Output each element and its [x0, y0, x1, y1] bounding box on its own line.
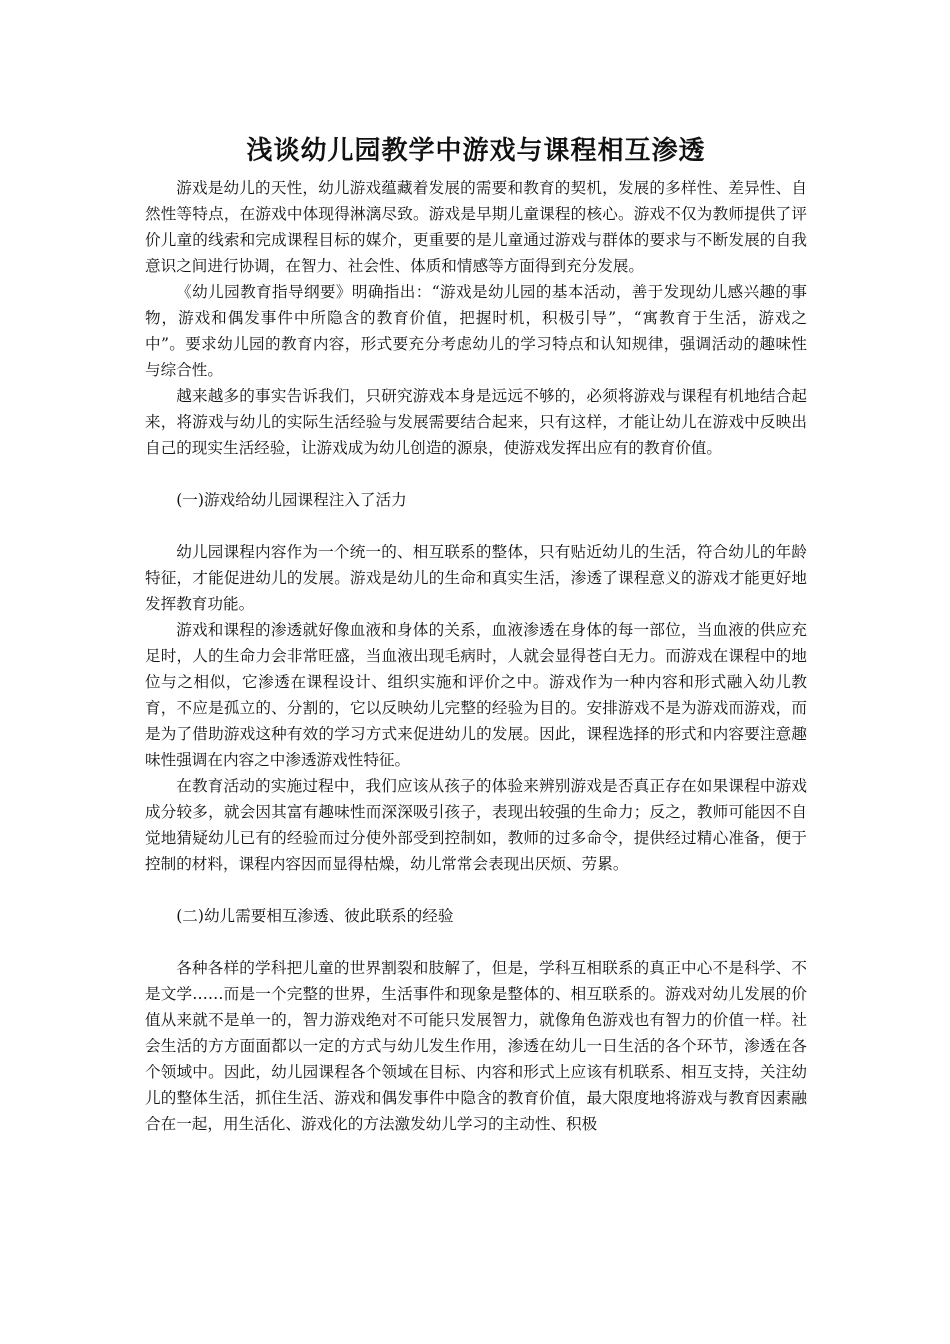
section-1-paragraph-3: 在教育活动的实施过程中，我们应该从孩子的体验来辨别游戏是否真正存在如果课程中游戏成分较多，就会因其富有趣味性而深深吸引孩子，表现出较强的生命力；反之，教师可能因不自觉地猜疑幼儿已有的经验而过分使外部受到控制如，教师的过多命令，提供经过精心准备，便于控制的材料，课程内容因而显得枯燥，幼儿常常会表现出厌烦、劳累。 [145, 777, 807, 873]
section-1-heading: (一)游戏给幼儿园课程注入了活力 [176, 491, 407, 509]
document-body [145, 175, 807, 1137]
document-page [145, 0, 807, 1344]
section-1-paragraph-2: 游戏和课程的渗透就好像血液和身体的关系，血液渗透在身体的每一部位，当血液的供应充足时，人的生命力会非常旺盛，当血液出现毛病时，人就会显得苍白无力。而游戏在课程中的地位与之相似，它渗透在课程设计、组织实施和评价之中。游戏作为一种内容和形式融入幼儿教育，不应是孤立的、分割的，它以反映幼儿完整的经验为目的。安排游戏不是为游戏而游戏，而是为了借助游戏这种有效的学习方式来促进幼儿的发展。因此，课程选择的形式和内容要注意趣味性强调在内容之中渗透游戏性特征。 [145, 621, 807, 769]
section-2-paragraph-1: 各种各样的学科把儿童的世界割裂和肢解了，但是，学科互相联系的真正中心不是科学、不是文学……而是一个完整的世界，生活事件和现象是整体的、相互联系的。游戏对幼儿发展的价值从来就不是单一的，智力游戏绝对不可能只发展智力，就像角色游戏也有智力的价值一样。社会生活的方方面面都以一定的方式与幼儿发生作用，渗透在幼儿一日生活的各个环节，渗透在各个领域中。因此，幼儿园课程各个领域在目标、内容和形式上应该有机联系、相互支持，关注幼儿的整体生活，抓住生活、游戏和偶发事件中隐含的教育价值，最大限度地将游戏与教育因素融合在一起，用生活化、游戏化的方法激发幼儿学习的主动性、积极 [145, 959, 807, 1133]
intro-paragraph-3: 越来越多的事实告诉我们，只研究游戏本身是远远不够的，必须将游戏与课程有机地结合起来，将游戏与幼儿的实际生活经验与发展需要结合起来，只有这样，才能让幼儿在游戏中反映出自己的现实生活经验，让游戏成为幼儿创造的源泉，使游戏发挥出应有的教育价值。 [145, 387, 807, 457]
section-1-paragraph-1: 幼儿园课程内容作为一个统一的、相互联系的整体，只有贴近幼儿的生活，符合幼儿的年龄特征，才能促进幼儿的发展。游戏是幼儿的生命和真实生活，渗透了课程意义的游戏才能更好地发挥教育功能。 [145, 543, 807, 613]
intro-paragraph-2: 《幼儿园教育指导纲要》明确指出：“游戏是幼儿园的基本活动，善于发现幼儿感兴趣的事物，游戏和偶发事件中所隐含的教育价值，把握时机，积极引导”，“寓教育于生活，游戏之中”。要求幼儿园的教育内容，形式要充分考虑幼儿的学习特点和认知规律，强调活动的趣味性与综合性。 [145, 283, 807, 379]
document-title: 浅谈幼儿园教学中游戏与课程相互渗透 [246, 136, 706, 166]
intro-paragraph-1: 游戏是幼儿的天性，幼儿游戏蕴藏着发展的需要和教育的契机，发展的多样性、差异性、自然性等特点，在游戏中体现得淋漓尽致。游戏是早期儿童课程的核心。游戏不仅为教师提供了评价儿童的线索和完成课程目标的媒介，更重要的是儿童通过游戏与群体的要求与不断发展的自我意识之间进行协调，在智力、社会性、体质和情感等方面得到充分发展。 [145, 179, 807, 275]
section-2-heading: (二)幼儿需要相互渗透、彼此联系的经验 [176, 907, 454, 925]
